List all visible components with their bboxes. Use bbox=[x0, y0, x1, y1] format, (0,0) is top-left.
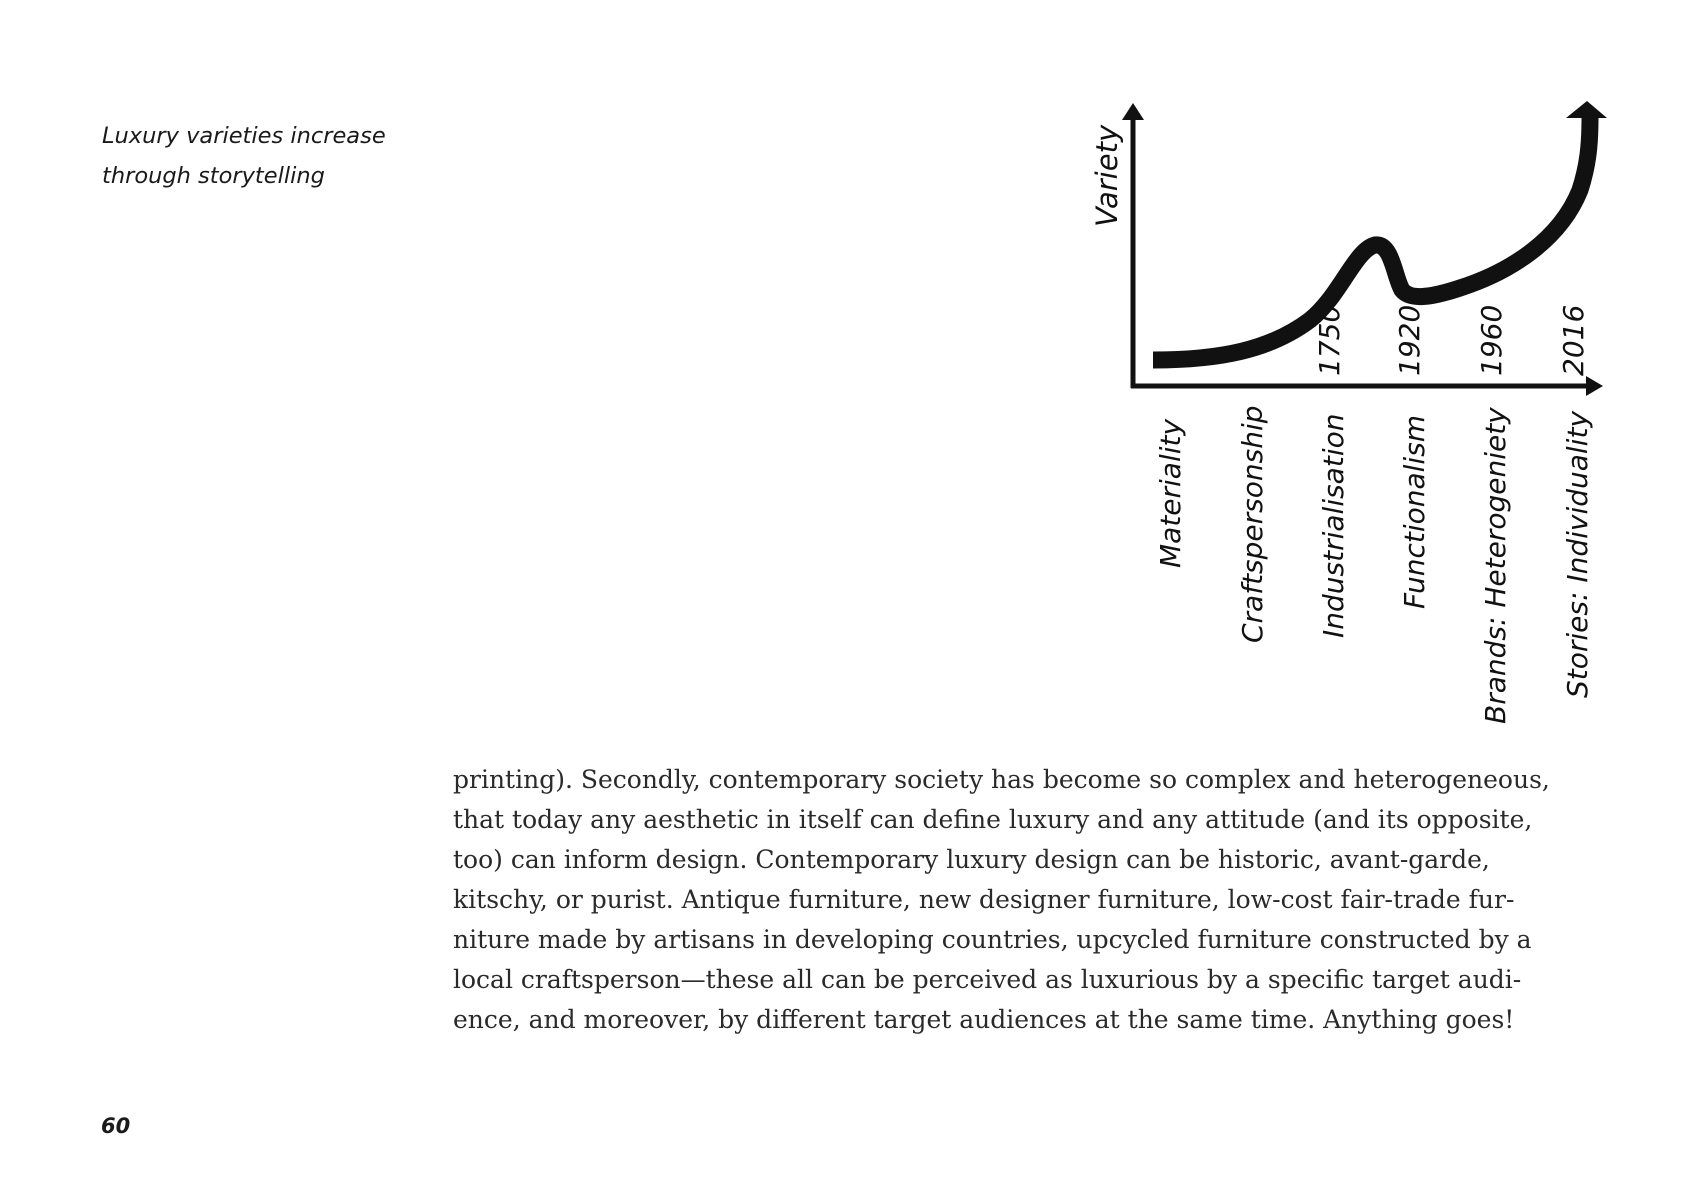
caption-line-2: through storytelling bbox=[102, 163, 325, 189]
year-label-1750: 1750 bbox=[1313, 304, 1346, 376]
body-line: niture made by artisans in developing countries, upcycled furniture constructed by a bbox=[453, 925, 1532, 954]
y-axis-arrow bbox=[1122, 103, 1144, 120]
body-line: kitschy, or purist. Antique furniture, new designer furniture, low-cost fair-trade fur- bbox=[453, 885, 1515, 914]
x-axis-arrow bbox=[1586, 376, 1603, 396]
body-line: too) can inform design. Contemporary luxury design can be historic, avant-garde, bbox=[453, 845, 1490, 874]
body-line: that today any aesthetic in itself can define luxury and any attitude (and its opposite, bbox=[453, 805, 1533, 834]
category-label-brands: Brands: Heterogeniety bbox=[1479, 407, 1512, 724]
page-number: 60 bbox=[101, 1114, 131, 1138]
category-label-craftspersonship: Craftspersonship bbox=[1236, 405, 1269, 643]
category-label-functionalism: Functionalism bbox=[1398, 414, 1431, 609]
year-label-2016: 2016 bbox=[1557, 304, 1590, 376]
body-paragraph bbox=[453, 760, 1633, 1040]
year-label-1960: 1960 bbox=[1475, 304, 1508, 376]
body-line: local craftsperson—these all can be perceived as luxurious by a specific target audi- bbox=[453, 965, 1522, 994]
year-label-1920: 1920 bbox=[1393, 304, 1426, 376]
category-label-stories: Stories: Individuality bbox=[1561, 410, 1594, 698]
category-label-materiality: Materiality bbox=[1154, 418, 1187, 568]
variety-curve bbox=[1153, 118, 1590, 360]
category-label-industrialisation: Industrialisation bbox=[1317, 413, 1350, 638]
body-line: ence, and moreover, by different target audiences at the same time. Anything goes! bbox=[453, 1005, 1515, 1034]
body-line: printing). Secondly, contemporary society has become so complex and heterogeneous, bbox=[453, 765, 1550, 794]
variety-curve-arrow bbox=[1566, 101, 1607, 118]
caption-line-1: Luxury varieties increase bbox=[102, 123, 386, 149]
y-axis-label: Variety bbox=[1090, 124, 1124, 227]
